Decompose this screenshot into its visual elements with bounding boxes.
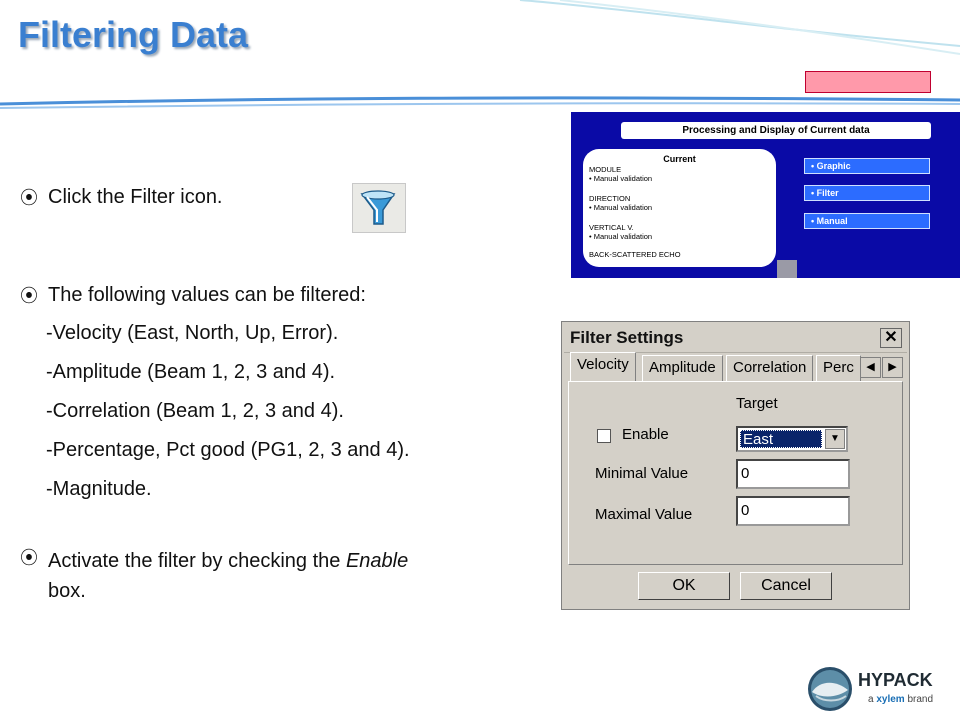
close-icon: ✕: [884, 329, 898, 346]
target-selected-value: East: [740, 430, 822, 448]
maximal-value-input[interactable]: 0: [736, 496, 850, 526]
tab-correlation[interactable]: Correlation: [726, 355, 813, 381]
enable-emphasis: Enable: [345, 550, 409, 572]
circled-dot-icon: ⦿: [20, 286, 38, 306]
tab-perc[interactable]: Perc: [816, 355, 861, 381]
cancel-button[interactable]: Cancel: [740, 572, 832, 600]
filter-icon-button[interactable]: [352, 183, 406, 233]
current-card: [583, 149, 776, 267]
dialog-title: Filter Settings: [570, 328, 684, 347]
dropdown-arrow-button[interactable]: [825, 429, 845, 449]
enable-label: Enable: [622, 426, 669, 443]
tab-velocity[interactable]: Velocity: [570, 352, 636, 382]
close-button[interactable]: [880, 328, 902, 348]
chevron-down-icon: ▼: [830, 433, 840, 444]
panel-header: Processing and Display of Current data: [621, 122, 931, 139]
minimal-value-input[interactable]: 0: [736, 459, 850, 489]
filter-value-correlation: -Correlation (Beam 1, 2, 3 and 4).: [46, 400, 344, 422]
filter-value-magnitude: -Magnitude.: [46, 478, 152, 500]
page-title: Filtering Data: [18, 14, 249, 55]
bullet-filterable-values: [20, 284, 366, 308]
manual-button[interactable]: • Manual: [804, 213, 930, 229]
bullet-text: Activate the filter by checking the Enable box.: [48, 550, 409, 602]
bullet-activate-filter: [20, 546, 528, 606]
card-line-vertical: VERTICAL V.: [589, 223, 634, 232]
filter-button[interactable]: • Filter: [804, 185, 930, 201]
arrow-right-icon: ▶: [888, 361, 897, 373]
bullet-text: Click the Filter icon.: [48, 186, 223, 208]
minimal-value-label: Minimal Value: [595, 465, 689, 482]
current-card-title: Current: [663, 154, 696, 164]
panel-scroll-tab: [777, 260, 797, 278]
card-line-module: MODULE: [589, 165, 622, 174]
dialog-titlebar: [564, 324, 907, 353]
arrow-left-icon: ◀: [866, 361, 875, 373]
filter-settings-dialog: [561, 321, 910, 610]
card-line-direction: DIRECTION: [589, 194, 631, 203]
funnel-icon: [353, 184, 405, 232]
circled-dot-icon: ⦿: [20, 188, 38, 208]
circled-dot-icon: ⦿: [20, 548, 38, 568]
tab-amplitude[interactable]: Amplitude: [642, 355, 723, 381]
bullet-click-filter: [20, 186, 223, 210]
maximal-value-label: Maximal Value: [595, 506, 693, 523]
card-line-echo: BACK-SCATTERED ECHO: [589, 250, 681, 259]
bullet-text: The following values can be filtered:: [48, 284, 366, 306]
card-line-validation: • Manual validation: [589, 203, 653, 212]
tab-scroll-right-button[interactable]: [882, 357, 903, 378]
logo-tagline: a xylem brand: [868, 694, 934, 705]
filter-value-amplitude: -Amplitude (Beam 1, 2, 3 and 4).: [46, 361, 336, 383]
filter-value-percentage: -Percentage, Pct good (PG1, 2, 3 and 4).: [46, 439, 410, 461]
target-dropdown[interactable]: [736, 426, 848, 452]
target-label: Target: [736, 395, 778, 412]
globe-whale-icon: [806, 662, 854, 716]
card-line-validation: • Manual validation: [589, 174, 653, 183]
graphic-button[interactable]: • Graphic: [804, 158, 930, 174]
red-highlight-box: [805, 71, 931, 93]
enable-checkbox[interactable]: [597, 429, 611, 443]
logo-brand-text: HYPACK: [858, 670, 933, 690]
filter-value-velocity: -Velocity (East, North, Up, Error).: [46, 322, 339, 344]
card-line-validation: • Manual validation: [589, 232, 653, 241]
processing-display-panel: [571, 112, 960, 278]
tab-scroll-left-button[interactable]: [860, 357, 881, 378]
ok-button[interactable]: OK: [638, 572, 730, 600]
hypack-logo: [806, 662, 956, 718]
